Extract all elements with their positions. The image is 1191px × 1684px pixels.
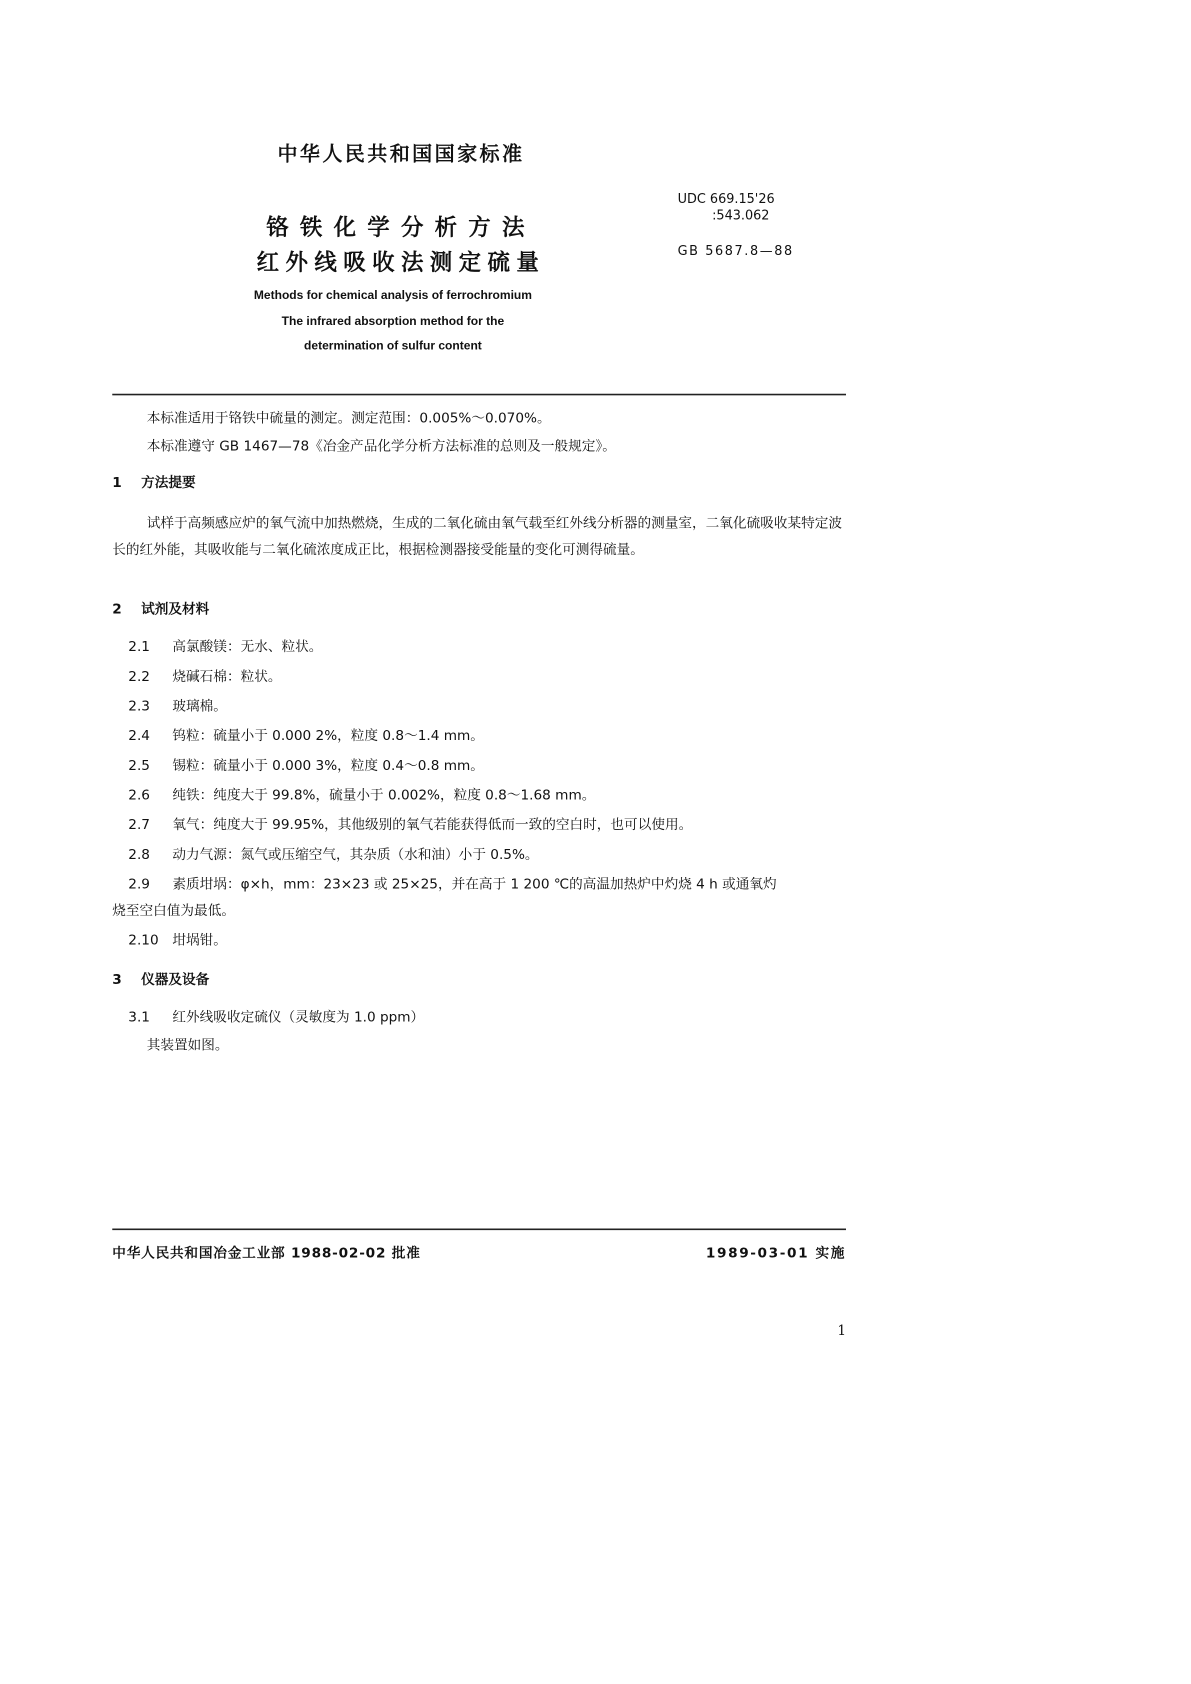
item-number: 2.1 [128, 639, 150, 656]
list-item [128, 816, 692, 835]
item-text: 坩埚钳。 [172, 932, 227, 949]
list-item [128, 845, 538, 864]
item-number: 2.5 [128, 757, 150, 774]
list-item [128, 931, 227, 950]
apparatus-note: 其装置如图。 [146, 1037, 229, 1054]
item-text: 玻璃棉。 [172, 698, 227, 715]
item-number: 2.4 [128, 728, 150, 745]
top-divider [112, 394, 846, 396]
list-item [128, 667, 281, 686]
item-number: 2.6 [128, 787, 150, 804]
item-text: 烧至空白值为最低。 [112, 902, 235, 919]
item-text: 素质坩埚：φ×h，mm：23×23 或 25×25，并在高于 1 200 ℃的高温加热炉中灼烧 4 h 或通氧灼 [172, 876, 777, 893]
item-text: 纯铁：纯度大于 99.8%，硫量小于 0.002%，粒度 0.8～1.68 mm。 [172, 787, 596, 804]
item-number: 2.2 [128, 668, 150, 685]
list-item-continuation [112, 901, 235, 920]
udc-code: UDC 669.15'26 [677, 190, 775, 207]
section-2-title: 试剂及材料 [141, 601, 210, 618]
approval-line: 中华人民共和国冶金工业部 1988-02-02 批准 [112, 1245, 421, 1262]
section-2-number: 2 [112, 601, 122, 618]
gb-standard-number: GB 5687.8—88 [677, 242, 794, 259]
section-2-heading [112, 600, 209, 619]
section-1-title: 方法提要 [141, 474, 196, 491]
english-title-line-2: The infrared absorption method for the [281, 314, 505, 328]
list-item [128, 875, 776, 894]
scope-paragraph: 本标准适用于铬铁中硫量的测定。测定范围：0.005%～0.070%。 [146, 410, 551, 427]
item-number: 2.9 [128, 876, 150, 893]
list-item [128, 1008, 424, 1027]
section-3-title: 仪器及设备 [141, 971, 210, 988]
list-item [128, 697, 227, 716]
title-line-2: 红外线吸收法测定硫量 [256, 249, 546, 276]
compliance-paragraph: 本标准遵守 GB 1467—78《冶金产品化学分析方法标准的总则及一般规定》。 [146, 438, 616, 455]
section-1-heading [112, 473, 195, 492]
list-item [128, 727, 484, 746]
section-1-text: 试样于高频感应炉的氧气流中加热燃烧，生成的二氧化硫由氧气载至红外线分析器的测量室，二氧化硫吸收某特定波长的红外能，其吸收能与二氧化硫浓度成正比，根据检测器接受能量的变化可测得硫量。 [112, 515, 842, 559]
udc-code-continued: :543.062 [712, 207, 770, 223]
item-number: 2.7 [128, 817, 150, 834]
bottom-divider [112, 1229, 846, 1231]
english-title-line-3: determination of sulfur content [304, 339, 482, 353]
section-3-heading [112, 970, 209, 989]
implementation-date: 1989-03-01 实施 [705, 1245, 847, 1262]
item-number: 2.3 [128, 698, 150, 715]
national-standard-heading: 中华人民共和国国家标准 [277, 141, 525, 166]
item-text: 高氯酸镁：无水、粒状。 [172, 639, 323, 656]
list-item [128, 638, 322, 657]
title-line-1: 铬铁化学分析方法 [266, 214, 536, 241]
item-text: 钨粒：硫量小于 0.000 2%，粒度 0.8～1.4 mm。 [172, 728, 484, 745]
item-number: 2.10 [128, 932, 159, 949]
section-3-number: 3 [112, 971, 122, 988]
section-1-number: 1 [112, 474, 122, 491]
item-text: 红外线吸收定硫仪（灵敏度为 1.0 ppm） [172, 1009, 425, 1026]
item-number: 2.8 [128, 846, 150, 863]
item-text: 锡粒：硫量小于 0.000 3%，粒度 0.4～0.8 mm。 [172, 757, 484, 774]
page-number: 1 [837, 1323, 847, 1340]
item-number: 3.1 [128, 1009, 150, 1026]
english-title-line-1: Methods for chemical analysis of ferrochromium [253, 288, 532, 303]
item-text: 氧气：纯度大于 99.95%，其他级别的氧气若能获得低而一致的空白时，也可以使用。 [172, 817, 693, 834]
list-item [128, 756, 484, 775]
item-text: 烧碱石棉：粒状。 [172, 668, 282, 685]
item-text: 动力气源：氮气或压缩空气，其杂质（水和油）小于 0.5%。 [172, 846, 539, 863]
list-item [128, 786, 595, 805]
